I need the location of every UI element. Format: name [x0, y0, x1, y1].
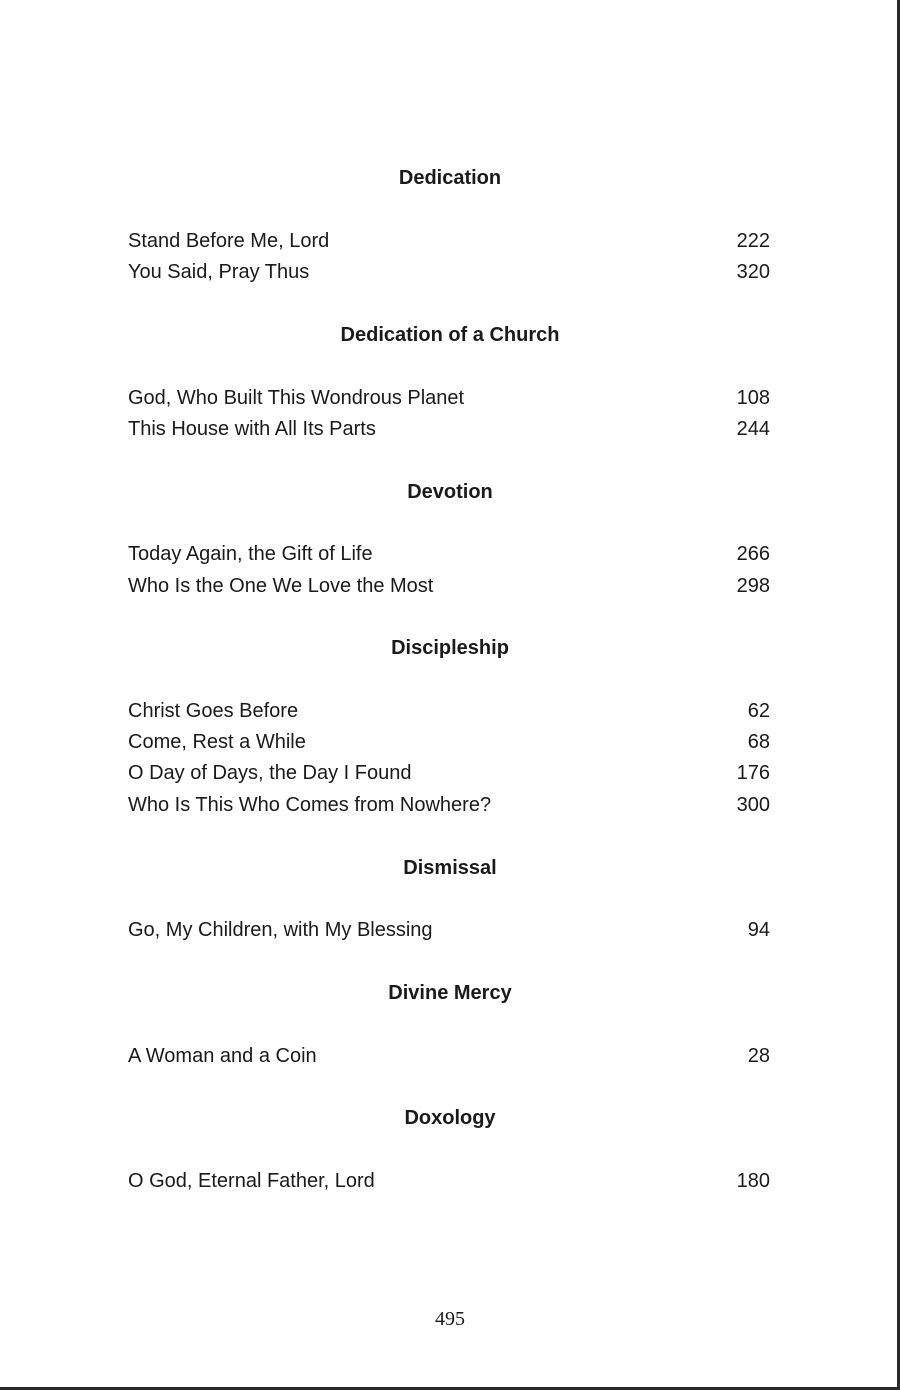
index-entry: [128, 415, 770, 443]
index-entry: [128, 1042, 770, 1070]
index-entry: [128, 916, 770, 944]
page-number: 495: [435, 1308, 465, 1330]
entry-page-number: 94: [747, 919, 770, 941]
entry-title: Who Is the One We Love the Most: [128, 575, 434, 597]
entry-title: Who Is This Who Comes from Nowhere?: [128, 794, 492, 816]
index-entry: [128, 1167, 770, 1195]
index-entry: [128, 227, 770, 255]
index-entry: [128, 258, 770, 286]
entry-page-number: 320: [736, 261, 770, 283]
entry-title: You Said, Pray Thus: [128, 261, 310, 283]
section-heading-doxology: Doxology: [404, 1107, 496, 1129]
section-heading-dedication: Dedication: [398, 167, 502, 189]
entry-title: This House with All Its Parts: [128, 418, 376, 440]
entry-page-number: 300: [736, 794, 770, 816]
entry-page-number: 244: [736, 418, 770, 440]
section-heading-dismissal: Dismissal: [403, 857, 497, 879]
index-entry: [128, 759, 770, 787]
index-entry: [128, 697, 770, 725]
entry-title: Come, Rest a While: [128, 731, 306, 753]
entry-title: O Day of Days, the Day I Found: [128, 762, 412, 784]
entry-title: O God, Eternal Father, Lord: [128, 1170, 375, 1192]
entry-page-number: 28: [747, 1045, 770, 1067]
index-entry: [128, 384, 770, 412]
entry-title: A Woman and a Coin: [128, 1045, 317, 1067]
entry-page-number: 266: [736, 543, 770, 565]
entry-page-number: 68: [747, 731, 770, 753]
entry-title: Christ Goes Before: [128, 700, 299, 722]
section-heading-dedication-of-a-church: Dedication of a Church: [340, 324, 560, 346]
entry-page-number: 108: [736, 387, 770, 409]
entry-title: Today Again, the Gift of Life: [128, 543, 373, 565]
index-entry: [128, 728, 770, 756]
entry-title: Go, My Children, with My Blessing: [128, 919, 433, 941]
entry-page-number: 176: [736, 762, 770, 784]
entry-page-number: 298: [736, 575, 770, 597]
section-heading-divine-mercy: Divine Mercy: [388, 982, 512, 1004]
entry-page-number: 222: [736, 230, 770, 252]
entry-title: Stand Before Me, Lord: [128, 230, 330, 252]
entry-page-number: 62: [747, 700, 770, 722]
section-heading-devotion: Devotion: [407, 481, 493, 503]
entry-title: God, Who Built This Wondrous Planet: [128, 387, 465, 409]
section-heading-discipleship: Discipleship: [391, 637, 509, 659]
index-entry: [128, 791, 770, 819]
index-entry: [128, 572, 770, 600]
entry-page-number: 180: [736, 1170, 770, 1192]
index-entry: [128, 540, 770, 568]
